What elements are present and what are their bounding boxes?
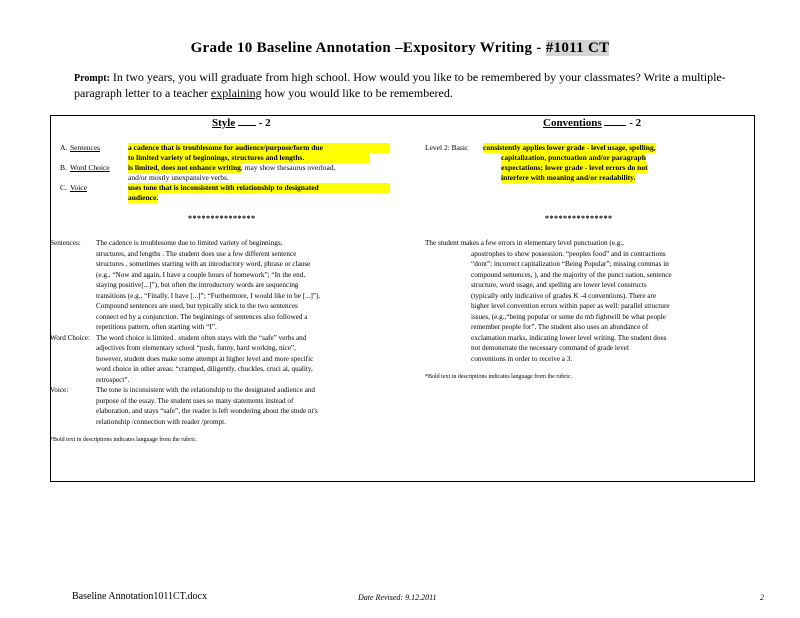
- conventions-rubric-line-2: capitalization, punctuation and/or paragraph: [501, 153, 646, 162]
- word-choice-section: [50, 333, 410, 386]
- row-a-text-1: a cadence that is troublesome for audience/purpose/form due: [128, 143, 390, 153]
- sentences-line: transitions (e.g., “Finally, I have [...]”; “Furthermore, I would like to be [...]”).: [96, 291, 321, 300]
- sentences-line: The cadence is troublesome due to limited variety of beginnings,: [96, 239, 283, 247]
- conventions-heading-label: Conventions: [543, 117, 602, 129]
- word-choice-line: word choice in other areas: “cramped, diligently, chuckles, cruci al, quality,: [96, 365, 313, 373]
- conventions-line: compound sentences, ), and the majority of the punct uation, sentence: [471, 270, 672, 279]
- page-title: [0, 40, 800, 57]
- voice-line: elaboration, and stays “safe”, the reader is left wondering about the stude nt's: [96, 407, 318, 415]
- row-b-name: Word Choice: [70, 163, 110, 172]
- conventions-line: (typically only indicative of grades K -4 conventions). There are: [471, 291, 657, 300]
- row-c-text-1: uses tone that is inconsistent with relationship to designated: [128, 183, 390, 193]
- word-choice-text: [96, 333, 406, 386]
- conventions-line: The student makes a few errors in elementary level punctuation (e.g.,: [425, 239, 624, 247]
- word-choice-line: retrospect”.: [96, 375, 130, 384]
- title-main: Grade 10 Baseline Annotation –Expository Writing -: [190, 40, 542, 56]
- style-heading: [212, 117, 271, 129]
- prompt-text-2-end: how you would like to be remembered.: [264, 86, 453, 100]
- style-stars: ***************: [188, 214, 256, 223]
- conventions-line: structure, word usage, and spelling are lower level constructs: [471, 281, 647, 289]
- voice-line: purpose of the essay. The student uses so many statements instead of: [96, 396, 294, 405]
- conventions-rubric-line-4: interfere with meaning and/or readability.: [501, 173, 636, 182]
- rubric-row-a: [60, 143, 410, 153]
- voice-label: Voice:: [50, 386, 69, 394]
- conventions-line: conventions in order to receive a 3.: [471, 354, 573, 363]
- footer-filename: Baseline Annotation1011CT.docx: [72, 591, 207, 602]
- sentences-line: structures , sometimes starting with an introductory word, phrase or clause: [96, 260, 311, 268]
- prompt: [74, 70, 754, 101]
- voice-text: [96, 385, 406, 427]
- style-body: [50, 238, 410, 446]
- voice-section: [50, 385, 410, 427]
- row-b-text-1-rest: , may show thesaurus overload,: [240, 163, 336, 172]
- conventions-level-label: Level 2: Basic: [425, 143, 469, 152]
- row-a-letter: A.: [60, 143, 68, 152]
- row-a-name: Sentences: [70, 143, 100, 152]
- conventions-text: [425, 238, 747, 364]
- title-number: #1011 CT: [545, 40, 610, 56]
- row-c-text-2: audience.: [128, 193, 159, 202]
- conventions-line: remember people for”. The student also uses an abundance of: [471, 323, 649, 331]
- sentences-line: (e.g., “Now and again, I have a couple hours of homework”; “In the end,: [96, 270, 306, 279]
- footer-page-number: 2: [760, 593, 764, 602]
- style-heading-label: Style: [212, 117, 236, 129]
- word-choice-line: however, student does make some attempt at higher level and more specific: [96, 354, 314, 363]
- prompt-text-2: paragraph letter to a teacher: [74, 86, 208, 100]
- prompt-text-2-underlined: explaining: [210, 86, 262, 100]
- row-b-text-1: is limited, does not enhance writing: [128, 163, 241, 172]
- voice-line: relationship /connection with reader /prompt.: [96, 417, 226, 426]
- word-choice-line: adjectives from elementary school “push, funny, hard working, nice”,: [96, 344, 296, 352]
- sentences-line: structures, and lengths . The student does use a few different sentence: [96, 249, 297, 258]
- conventions-line: higher level convention errors within paper as well: parallel structure: [471, 302, 670, 310]
- row-b-text-2: and/or mostly unexpansive verbs.: [128, 173, 229, 182]
- row-c-letter: C.: [60, 183, 67, 192]
- word-choice-line: The word choice is limited . student often stays with the “safe” verbs and: [96, 333, 307, 342]
- rubric-row-c: [60, 183, 410, 193]
- style-score: - 2: [258, 117, 271, 129]
- sentences-label: Sentences:: [50, 239, 81, 247]
- row-b-letter: B.: [60, 163, 67, 172]
- voice-line: The tone is inconsistent with the relationship to the designated audience and: [96, 386, 315, 394]
- footer-date: Date Revised: 9.12.2011: [358, 593, 437, 602]
- conventions-line: issues, (e.g.,“being popular or some du mb fightwill be what people: [471, 312, 666, 321]
- style-rubric: [60, 143, 410, 203]
- conventions-score: - 2: [629, 117, 642, 129]
- sentences-section: [50, 238, 410, 333]
- conventions-note: *Bold text in descriptions indicates language from the rubric.: [425, 374, 573, 380]
- row-c-name: Voice: [70, 183, 87, 192]
- conventions-rubric-line-1: consistently applies lower grade - level usage, spelling,: [483, 143, 656, 152]
- sentences-line: staying positive[...]”), but often the introductory words are sequencing: [96, 281, 299, 289]
- sentences-line: repetitious pattern, often starting with “I”.: [96, 323, 217, 331]
- conventions-line: not demonstrate the necessary command of grade level: [471, 344, 629, 352]
- prompt-text-1: In two years, you will graduate from high school. How would you like to be remembered by your classmates? Write a multiple-: [112, 70, 726, 84]
- conventions-rubric-line-3: expectations; lower grade - level errors do not: [501, 163, 648, 172]
- conventions-line: exclamation marks, indicating lower level writing. The student does: [471, 333, 667, 342]
- conventions-heading: [543, 117, 641, 129]
- conventions-line: apostrophes to show possession. “peoples food” and in contractions: [471, 249, 666, 258]
- word-choice-label: Word Choice:: [50, 333, 90, 342]
- conventions-line: “dont”; incorrect capitalization “Being Popular”; missing commas in: [471, 260, 669, 268]
- rubric-row-b: [60, 163, 410, 173]
- conventions-body: [425, 238, 747, 383]
- style-note: *Bold text in descriptions indicates language from the rubric.: [50, 437, 198, 443]
- sentences-line: Compound sentences are used, but typically stick to the two sentences: [96, 302, 298, 310]
- sentences-line: connect ed by a conjunction. The beginnings of sentences also followed a: [96, 312, 308, 321]
- conventions-rubric: [425, 143, 745, 183]
- sentences-text: [96, 238, 406, 333]
- row-a-text-2: to limited variety of beginnings, structures and lengths.: [128, 153, 370, 163]
- prompt-label: Prompt:: [74, 73, 110, 84]
- conventions-stars: ***************: [545, 214, 613, 223]
